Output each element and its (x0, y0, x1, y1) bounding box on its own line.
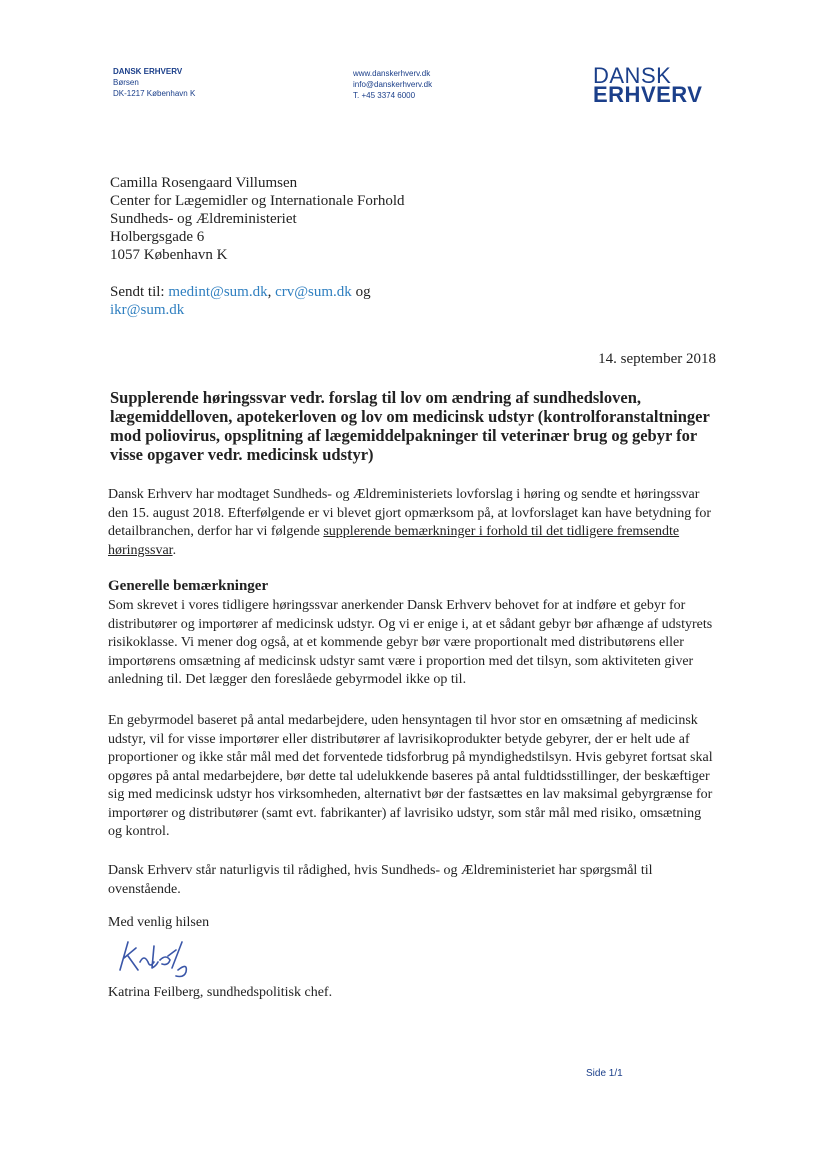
email-link[interactable]: info@danskerhverv.dk (353, 80, 433, 89)
logo-line: DANSK (593, 63, 672, 88)
sender-company: DANSK ERHVERV (113, 67, 183, 76)
sent-to (110, 283, 400, 319)
conjunction: og (351, 284, 371, 300)
logo-line: ERHVERV (593, 82, 703, 107)
section-heading: Generelle bemærkninger (108, 578, 269, 594)
paragraph-text: Dansk Erhverv har modtaget Sundheds- og Ældreministeriets lovforslag i høring og sendte et høringssvar den 15. august 2018. Efterfølgende er vi blevet gjort opmærksom på, at lovforslaget kan have betydning for detailbranchen, derfor har vi følgende (108, 487, 712, 539)
body-paragraph: Som skrevet i vores tidligere høringssvar anerkender Dansk Erhverv behovet for at indføre et gebyr for distributører og importører af medicinsk udstyr. Og vi er enige i, at et sådant gebyr bør afhænge af udstyrets risikoklasse. Vi mener dog også, at et kommende gebyr bør være proportionalt med distributørens eller importørens omsætning af medicinsk udstyr samt være i proportion med det tilsyn, som aktiviteten giver anledning til. Det lægger den foreslåede gebyrmodel ikke op til. (108, 598, 713, 687)
sender-line: Børsen (113, 78, 139, 87)
body-paragraph: En gebyrmodel baseret på antal medarbejdere, uden hensyntagen til hvor stor en omsætning af medicinsk udstyr, vil for visse importører eller distributører af lavrisikoprodukter betyde gebyrer, der er helt ude af proportioner og ikke står mål med det forventede tidsforbrug på myndighedstilsyn. Hvis gebyret fortsat skal opgøres på antal medarbejdere, bør dette tal udelukkende baseres på antal fuldtidsstillinger, der beskæftiger sig med medicinsk udstyr hos virksomheden, alternativt bør der fastsættes en lav maksimal gebyrgrænse for importører og distributører (samt evt. fabrikanter) af lavrisiko udstyr, som står mål med risiko, omsætning og kontrol. (108, 713, 713, 839)
recipient-line: Center for Lægemidler og Internationale Forhold (110, 193, 405, 209)
signer-name: Katrina Feilberg, sundhedspolitisk chef. (108, 985, 333, 1000)
page-number: Side 1/1 (586, 1068, 623, 1079)
separator: , (267, 284, 276, 300)
sender-address (113, 66, 195, 99)
closing-greeting: Med venlig hilsen (108, 915, 210, 930)
recipient-line: Sundheds- og Ældreministeriet (110, 211, 297, 227)
signature-image (110, 932, 220, 982)
phone-number: T. +45 3374 6000 (353, 91, 416, 100)
company-logo (593, 63, 703, 107)
email-link[interactable]: crv@sum.dk (275, 284, 352, 300)
recipient-line: Camilla Rosengaard Villumsen (110, 175, 298, 191)
contact-info (353, 68, 432, 101)
sender-line: DK-1217 København K (113, 89, 196, 98)
paragraph-end: . (172, 542, 177, 558)
sent-to-label: Sendt til: (110, 284, 169, 300)
recipient-line: Holbergsgade 6 (110, 229, 205, 245)
email-link[interactable]: ikr@sum.dk (110, 302, 185, 318)
email-link[interactable]: medint@sum.dk (168, 284, 268, 300)
body-paragraph: Dansk Erhverv står naturligvis til rådighed, hvis Sundheds- og Ældreministeriet har spørgsmål til ovenstående. (108, 863, 653, 897)
underlined-text: supplerende bemærkninger i forhold til det tidligere fremsendte høringssvar (108, 524, 680, 558)
website-link[interactable]: www.danskerhverv.dk (353, 69, 431, 78)
letter-date: 14. september 2018 (598, 351, 716, 367)
recipient-address (110, 174, 405, 264)
intro-paragraph (108, 486, 714, 560)
recipient-line: 1057 København K (110, 247, 228, 263)
letter-title: Supplerende høringssvar vedr. forslag til lov om ændring af sundhedsloven, lægemiddelloven, apotekerloven og lov om medicinsk udstyr (kontrolforanstaltninger mod poliovirus, opsplitning af lægemiddelpakninger til veterinær brug og gebyr for visse opgaver vedr. medicinsk udstyr) (110, 388, 710, 464)
